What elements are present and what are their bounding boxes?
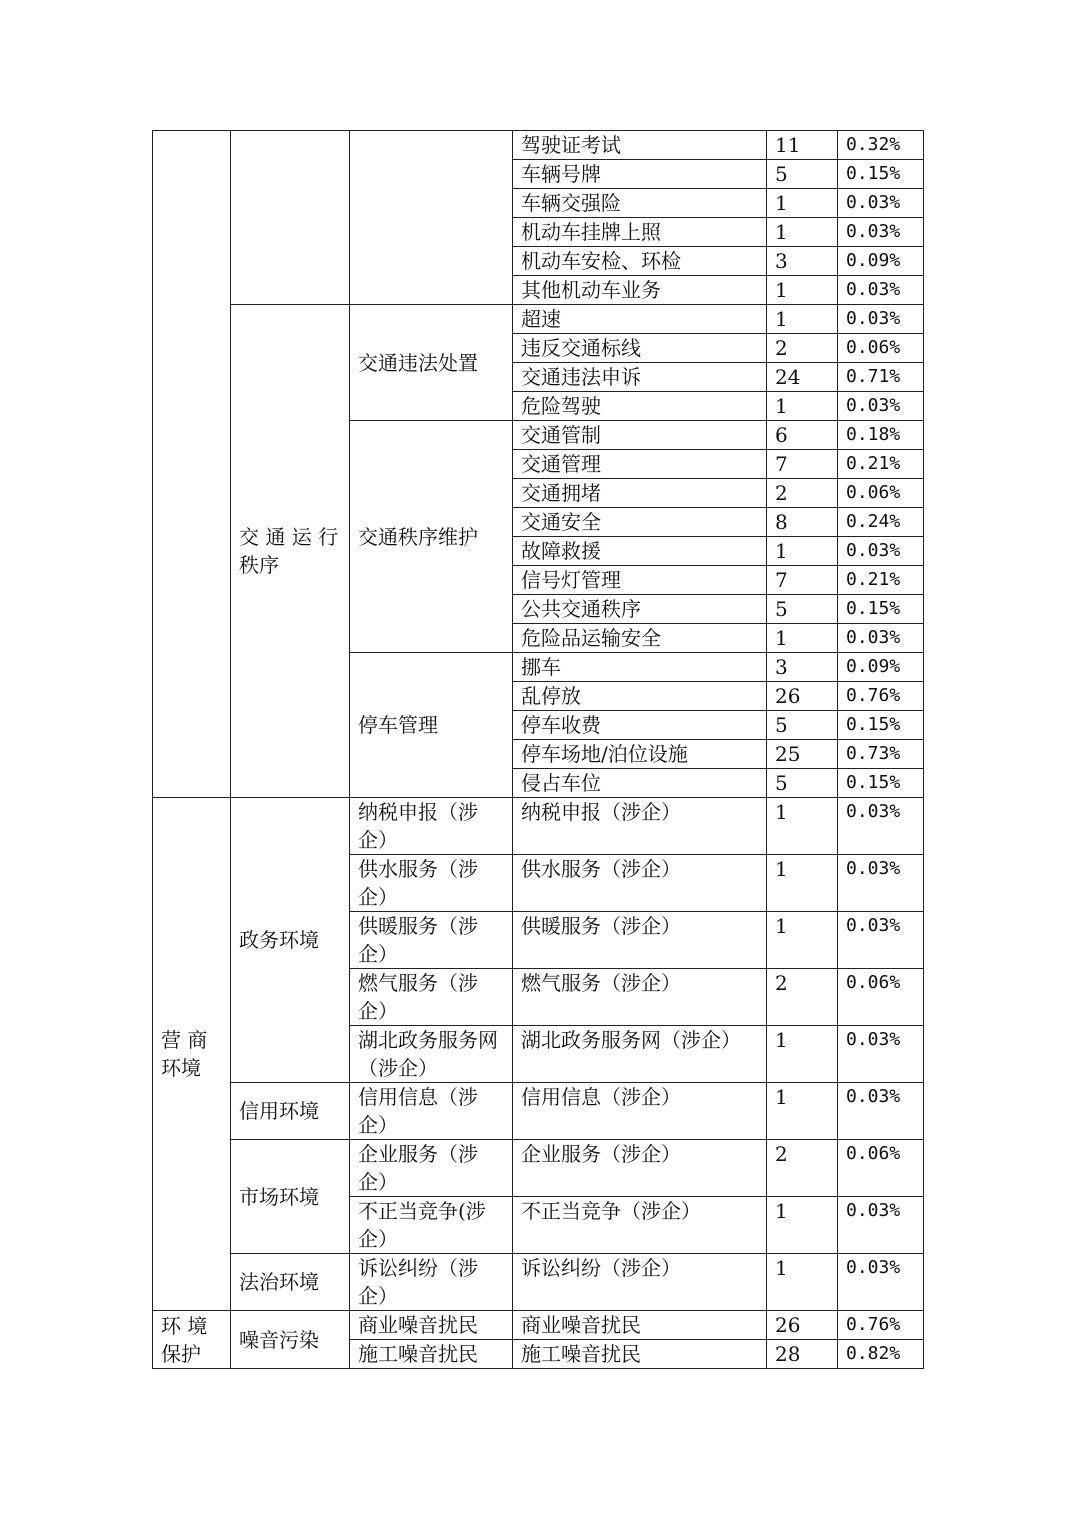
count-cell: 1	[767, 1083, 838, 1140]
item-cell: 乱停放	[513, 682, 767, 711]
count-cell: 5	[767, 595, 838, 624]
percent-cell: 0.03%	[838, 218, 924, 247]
item-cell: 交通管理	[513, 450, 767, 479]
table-row	[153, 1140, 924, 1197]
item-cell: 停车场地/泊位设施	[513, 740, 767, 769]
table-row	[153, 1311, 924, 1340]
item-cell: 燃气服务（涉企）	[513, 969, 767, 1026]
cat2-credit-environment: 信用环境	[231, 1083, 350, 1140]
item-cell: 故障救援	[513, 537, 767, 566]
table-row	[153, 798, 924, 855]
percent-cell: 0.24%	[838, 508, 924, 537]
item-cell: 施工噪音扰民	[513, 1340, 767, 1369]
count-cell: 1	[767, 1197, 838, 1254]
table-row	[153, 131, 924, 160]
count-cell: 26	[767, 1311, 838, 1340]
cat3-parking: 停车管理	[350, 653, 513, 798]
count-cell: 1	[767, 1026, 838, 1083]
percent-cell: 0.03%	[838, 189, 924, 218]
count-cell: 1	[767, 537, 838, 566]
percent-cell: 0.03%	[838, 1197, 924, 1254]
item-cell: 供水服务（涉企）	[513, 855, 767, 912]
cat2-government-environment: 政务环境	[231, 798, 350, 1083]
count-cell: 1	[767, 1254, 838, 1311]
count-cell: 28	[767, 1340, 838, 1369]
subcategory-cell: 企业服务（涉企）	[350, 1140, 513, 1197]
percent-cell: 0.03%	[838, 912, 924, 969]
percent-cell: 0.09%	[838, 247, 924, 276]
percent-cell: 0.15%	[838, 595, 924, 624]
percent-cell: 0.09%	[838, 653, 924, 682]
percent-cell: 0.03%	[838, 276, 924, 305]
count-cell: 2	[767, 479, 838, 508]
item-cell: 车辆号牌	[513, 160, 767, 189]
cat2-traffic-order: 交 通 运 行 秩序	[231, 305, 350, 798]
count-cell: 1	[767, 798, 838, 855]
percent-cell: 0.76%	[838, 1311, 924, 1340]
percent-cell: 0.06%	[838, 1140, 924, 1197]
item-cell: 信用信息（涉企）	[513, 1083, 767, 1140]
item-cell: 侵占车位	[513, 769, 767, 798]
item-cell: 商业噪音扰民	[513, 1311, 767, 1340]
cat1-environment-protection: 环 境 保护	[153, 1311, 231, 1369]
table-row	[153, 305, 924, 334]
cat1-cell-empty	[153, 131, 231, 798]
subcategory-cell: 不正当竞争(涉企）	[350, 1197, 513, 1254]
item-cell: 信号灯管理	[513, 566, 767, 595]
percent-cell: 0.06%	[838, 479, 924, 508]
subcategory-cell: 燃气服务（涉企）	[350, 969, 513, 1026]
subcategory-cell: 诉讼纠纷（涉企）	[350, 1254, 513, 1311]
item-cell: 诉讼纠纷（涉企）	[513, 1254, 767, 1311]
cat2-noise-pollution: 噪音污染	[231, 1311, 350, 1369]
item-cell: 驾驶证考试	[513, 131, 767, 160]
percent-cell: 0.76%	[838, 682, 924, 711]
percent-cell: 0.71%	[838, 363, 924, 392]
percent-cell: 0.03%	[838, 798, 924, 855]
cat2-market-environment: 市场环境	[231, 1140, 350, 1254]
count-cell: 1	[767, 392, 838, 421]
percent-cell: 0.15%	[838, 711, 924, 740]
count-cell: 5	[767, 769, 838, 798]
subcategory-cell: 供水服务（涉企）	[350, 855, 513, 912]
item-cell: 停车收费	[513, 711, 767, 740]
count-cell: 2	[767, 1140, 838, 1197]
item-cell: 不正当竞争（涉企）	[513, 1197, 767, 1254]
count-cell: 3	[767, 653, 838, 682]
percent-cell: 0.21%	[838, 566, 924, 595]
table-row	[153, 1083, 924, 1140]
complaint-statistics-table	[152, 130, 924, 1369]
subcategory-cell: 供暖服务（涉企）	[350, 912, 513, 969]
subcategory-cell: 商业噪音扰民	[350, 1311, 513, 1340]
item-cell: 超速	[513, 305, 767, 334]
count-cell: 1	[767, 189, 838, 218]
count-cell: 6	[767, 421, 838, 450]
item-cell: 交通违法申诉	[513, 363, 767, 392]
count-cell: 7	[767, 566, 838, 595]
count-cell: 3	[767, 247, 838, 276]
cat1-business-environment: 营 商 环境	[153, 798, 231, 1311]
count-cell: 8	[767, 508, 838, 537]
percent-cell: 0.82%	[838, 1340, 924, 1369]
item-cell: 湖北政务服务网（涉企）	[513, 1026, 767, 1083]
percent-cell: 0.03%	[838, 855, 924, 912]
cat2-legal-environment: 法治环境	[231, 1254, 350, 1311]
subcategory-cell: 信用信息（涉企）	[350, 1083, 513, 1140]
percent-cell: 0.15%	[838, 769, 924, 798]
count-cell: 1	[767, 276, 838, 305]
cat3-order-maintenance: 交通秩序维护	[350, 421, 513, 653]
count-cell: 7	[767, 450, 838, 479]
percent-cell: 0.03%	[838, 1083, 924, 1140]
item-cell: 交通拥堵	[513, 479, 767, 508]
item-cell: 挪车	[513, 653, 767, 682]
count-cell: 1	[767, 305, 838, 334]
item-cell: 车辆交强险	[513, 189, 767, 218]
subcategory-cell: 湖北政务服务网（涉企）	[350, 1026, 513, 1083]
percent-cell: 0.73%	[838, 740, 924, 769]
count-cell: 1	[767, 855, 838, 912]
count-cell: 2	[767, 969, 838, 1026]
item-cell: 纳税申报（涉企）	[513, 798, 767, 855]
percent-cell: 0.06%	[838, 334, 924, 363]
percent-cell: 0.15%	[838, 160, 924, 189]
percent-cell: 0.32%	[838, 131, 924, 160]
count-cell: 1	[767, 218, 838, 247]
percent-cell: 0.21%	[838, 450, 924, 479]
percent-cell: 0.03%	[838, 305, 924, 334]
item-cell: 供暖服务（涉企）	[513, 912, 767, 969]
percent-cell: 0.03%	[838, 537, 924, 566]
percent-cell: 0.03%	[838, 392, 924, 421]
percent-cell: 0.18%	[838, 421, 924, 450]
percent-cell: 0.03%	[838, 624, 924, 653]
item-cell: 违反交通标线	[513, 334, 767, 363]
item-cell: 其他机动车业务	[513, 276, 767, 305]
count-cell: 5	[767, 160, 838, 189]
count-cell: 5	[767, 711, 838, 740]
cat3-cell-empty	[350, 131, 513, 305]
percent-cell: 0.06%	[838, 969, 924, 1026]
count-cell: 2	[767, 334, 838, 363]
item-cell: 危险品运输安全	[513, 624, 767, 653]
item-cell: 机动车安检、环检	[513, 247, 767, 276]
cat3-violation-handling: 交通违法处置	[350, 305, 513, 421]
count-cell: 25	[767, 740, 838, 769]
count-cell: 26	[767, 682, 838, 711]
count-cell: 1	[767, 912, 838, 969]
table-row	[153, 1254, 924, 1311]
subcategory-cell: 施工噪音扰民	[350, 1340, 513, 1369]
item-cell: 公共交通秩序	[513, 595, 767, 624]
count-cell: 1	[767, 624, 838, 653]
percent-cell: 0.03%	[838, 1254, 924, 1311]
subcategory-cell: 纳税申报（涉企）	[350, 798, 513, 855]
count-cell: 24	[767, 363, 838, 392]
item-cell: 交通安全	[513, 508, 767, 537]
percent-cell: 0.03%	[838, 1026, 924, 1083]
count-cell: 11	[767, 131, 838, 160]
item-cell: 机动车挂牌上照	[513, 218, 767, 247]
item-cell: 危险驾驶	[513, 392, 767, 421]
item-cell: 交通管制	[513, 421, 767, 450]
cat2-cell-empty	[231, 131, 350, 305]
item-cell: 企业服务（涉企）	[513, 1140, 767, 1197]
